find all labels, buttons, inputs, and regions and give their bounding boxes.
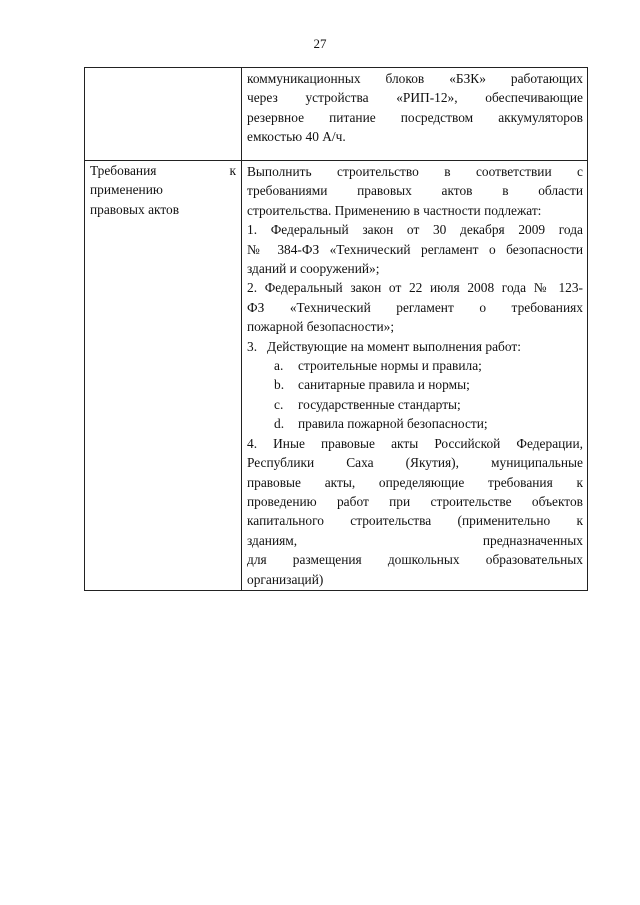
- intro-line: Выполнить строительство в соответствии с: [247, 164, 583, 179]
- label-word: к: [229, 163, 236, 178]
- sub-marker: c.: [274, 396, 284, 412]
- label-line: правовых актов: [90, 201, 180, 217]
- sub-text: государственные стандарты;: [298, 396, 461, 412]
- list-item-4-line: 4. Иные правовые акты Российской Федерации,: [247, 435, 583, 451]
- list-item-2-line: 2. Федеральный закон от 22 июля 2008 года № 123-: [247, 280, 583, 296]
- text-line: через устройства «РИП-12», обеспечивающие: [247, 90, 583, 106]
- list-item-1-line: зданий и сооружений»;: [247, 261, 380, 277]
- text-line: резервное питание посредством аккумуляторов: [247, 109, 583, 125]
- list-marker: 3.: [247, 338, 258, 354]
- sub-marker: b.: [274, 377, 285, 393]
- sub-text: санитарные правила и нормы;: [298, 377, 470, 393]
- text-line: коммуникационных блоков «БЗК» работающих: [247, 71, 583, 86]
- requirements-table: [84, 67, 588, 591]
- sub-text: правила пожарной безопасности;: [298, 416, 488, 432]
- sub-list-item: [247, 414, 583, 433]
- text-line: емкостью 40 А/ч.: [247, 129, 346, 145]
- list-item-2-line: ФЗ «Технический регламент о требованиях: [247, 299, 583, 315]
- list-item-4-line: правовые акты, определяющие требования к: [247, 474, 583, 490]
- table-row: [85, 68, 588, 161]
- intro-line: требованиями правовых актов в области: [247, 183, 583, 199]
- list-text: Действующие на момент выполнения работ:: [267, 338, 521, 354]
- row2-content-cell: [242, 161, 588, 591]
- list-item-4-line: организаций): [247, 571, 324, 587]
- list-item-1-line: 1. Федеральный закон от 30 декабря 2009 года: [247, 222, 583, 238]
- list-item-4-line: Республики Саха (Якутия), муниципальные: [247, 455, 583, 471]
- sub-text: строительные нормы и правила;: [298, 358, 482, 374]
- row2-label-cell: [85, 161, 242, 591]
- list-item-4-line: капитального строительства (применительно к: [247, 513, 583, 529]
- list-item-3: [247, 337, 583, 356]
- sub-marker: d.: [274, 416, 285, 432]
- label-line: применению: [90, 182, 163, 198]
- sub-list-item: [247, 395, 583, 414]
- page-number: 27: [313, 36, 327, 51]
- list-item-1-line: № 384-ФЗ «Технический регламент о безопасности: [247, 241, 583, 257]
- sub-list-item: [247, 356, 583, 375]
- label-word: Требования: [90, 163, 157, 178]
- list-item-4-line: зданиям, предназначенных: [247, 532, 583, 548]
- sub-list-item: [247, 375, 583, 394]
- sub-marker: a.: [274, 358, 284, 374]
- list-item-2-line: пожарной безопасности»;: [247, 319, 395, 335]
- label-line: [90, 161, 236, 180]
- list-item-4-line: для размещения дошкольных образовательных: [247, 552, 583, 568]
- intro-line: строительства. Применению в частности подлежат:: [247, 202, 542, 218]
- row1-label-cell: [85, 68, 242, 161]
- table-row: [85, 161, 588, 591]
- row1-content-cell: [242, 68, 588, 161]
- list-item-4-line: проведению работ при строительстве объектов: [247, 493, 583, 509]
